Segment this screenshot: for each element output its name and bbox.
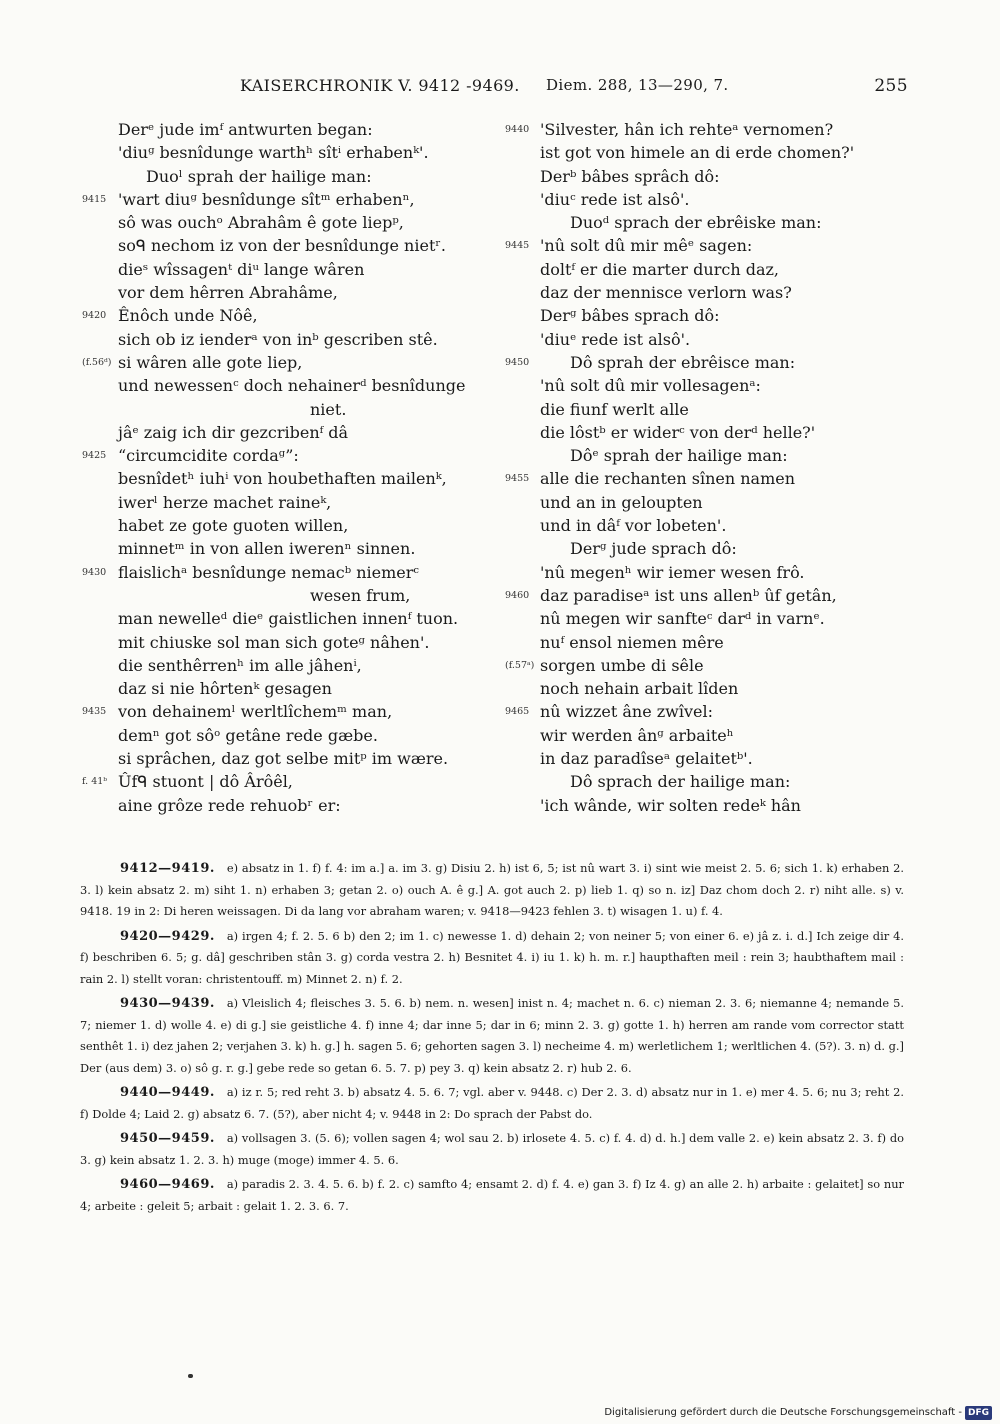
verse-text: Derᵍ jude sprach dô: [570,539,737,559]
verse-line [72,421,492,444]
verse-text: ist got von himele an di erde chomen?' [540,143,855,163]
verse-line [505,677,905,700]
verse-line [72,258,492,281]
header-reference: Diem. 288, 13—290, 7. [546,76,729,94]
verse-column-left [72,118,492,817]
header-title: KAISERCHRONIK V. 9412 -9469. [240,76,520,95]
verse-line [72,747,492,770]
verse-text: Dôᵉ sprah der hailige man: [570,446,788,466]
running-header [240,76,908,100]
apparatus-note [80,993,904,1079]
line-number: (f.56ᵈ) [82,356,112,368]
note-range: 9460—9469. [120,1177,215,1192]
verse-line [505,561,905,584]
verse-line [72,537,492,560]
verse-line [505,770,905,793]
verse-text: Ûfᑫ stuont | dô Ârôêl, [118,772,293,792]
verse-line [505,491,905,514]
verse-text: 'wart diuᵍ besnîdunge sîtᵐ erhabenⁿ, [118,189,415,209]
verse-line [72,211,492,234]
note-text: a) irgen 4; f. 2. 5. 6 b) den 2; im 1. c) newesse 1. d) dehain 2; von neiner 5; von einer 6. e) jâ z. i. d.] Ich zeige dir 4. f) beschriben 6. 5; g. dâ] geschriben stân 3. g) corda vestra 2. h) Besnitet 4. i) iu 1. k) h. m. r.] haupthaften meil : rein 3; haubthaftem mail : rain 2. l) stellt voran: christentouff. m) Minnet 2. n) f. 2. [80,928,904,986]
verse-line [72,631,492,654]
line-number: 9460 [505,589,530,601]
verse-text: die lôstᵇ er widerᶜ von derᵈ helle?' [540,422,816,442]
verse-line [72,514,492,537]
verse-line [72,234,492,257]
verse-line [505,700,905,723]
verse-text: wir werden ânᵍ arbaiteʰ [540,725,734,745]
verse-text: daz si nie hôrtenᵏ gesagen [118,679,332,699]
verse-line [72,351,492,374]
verse-text: niet. [310,399,347,419]
verse-line [72,444,492,467]
verse-line [72,607,492,630]
verse-line [72,700,492,723]
verse-line [72,561,492,584]
verse-text: alle die rechanten sînen namen [540,469,796,489]
apparatus-note [80,1128,904,1171]
verse-text: in daz paradîseᵃ gelaitetᵇ'. [540,749,753,769]
verse-text: Ênôch unde Nôê, [118,306,258,326]
verse-text: nû megen wir sanfteᶜ darᵈ in varnᵉ. [540,609,825,629]
verse-line [505,794,905,817]
verse-text: Derᵍ bâbes sprach dô: [540,306,720,326]
apparatus-note [80,1174,904,1217]
verse-line [505,631,905,654]
apparatus-note [80,926,904,991]
note-range: 9420—9429. [120,928,215,944]
verse-line [505,351,905,374]
verse-line [505,141,905,164]
line-number: f. 41ᵇ [82,776,108,788]
note-range: 9430—9439. [120,996,215,1011]
verse-text: nû wizzet âne zwîvel: [540,702,714,722]
line-number: 9425 [82,450,107,462]
verse-text: und newessenᶜ doch nehainerᵈ besnîdunge [118,376,466,396]
verse-text: man newelleᵈ dieᵉ gaistlichen innenᶠ tuon. [118,609,459,629]
verse-line [72,491,492,514]
verse-line [505,234,905,257]
line-number: 9440 [505,124,530,135]
verse-text: sich ob iz ienderᵃ von inᵇ gescriben stê. [118,329,438,349]
verse-line [505,584,905,607]
verse-text: vor dem hêrren Abrahâme, [118,283,338,303]
note-text: a) Vleislich 4; fleisches 3. 5. 6. b) nem. n. wesen] inist n. 4; machet n. 6. c) nieman 2. 3. 6; niemanne 4; nemande 5. 7; niemer 1. d) wolle 4. e) di g.] sie geistliche 4. f) inne 4; dar inne 5; dar in 6; minn 2. 3. g) gotte 1. h) herren am rande vom corrector statt senthêt 1. i) dez jahen 2; verjahen 3. k) h. g.] h. sagen 5. 6; gehorten sagen 3. l) necheime 4. m) werletlichem 1; werltlichen 4. (5?). 3. n) d. g.] Der (aus dem) 3. o) sô g. r. g.] gebe rede so getan 6. 5. 7. p) pey 3. q) kein absatz 2. r) hub 2. 6. [80,996,904,1075]
verse-line [72,188,492,211]
verse-text: minnetᵐ in von allen iwerenⁿ sinnen. [118,539,416,559]
verse-column-right [505,118,905,817]
verse-text: Dô sprach der hailige man: [570,772,791,792]
verse-line [505,118,905,141]
verse-text: sô was ouchᵒ Abrahâm ê gote liepᵖ, [118,213,404,233]
verse-line [72,677,492,700]
verse-line [72,374,492,397]
verse-text: wesen frum, [310,585,411,605]
verse-text: 'diuᵉ rede ist alsô'. [540,329,691,349]
verse-text: Derᵉ jude imᶠ antwurten began: [118,120,373,139]
line-number: 9465 [505,706,530,718]
verse-text: 'Silvester, hân ich rehteᵃ vernomen? [540,120,834,139]
verse-text: si sprâchen, daz got selbe mitᵖ im wære. [118,749,449,769]
verse-line [505,537,905,560]
verse-line [505,328,905,351]
verse-text: 'diuᶜ rede ist alsô'. [540,189,690,209]
verse-line [72,724,492,747]
verse-line [72,165,492,188]
verse-line [72,304,492,327]
verse-text: noch nehain arbait lîden [540,679,739,699]
verse-text: Duoᵈ sprach der ebrêiske man: [570,213,822,233]
ink-speck [188,1374,193,1378]
verse-text: besnîdetʰ iuhⁱ von houbethaften mailenᵏ, [118,469,447,489]
line-number: 9445 [505,240,530,252]
verse-line [505,258,905,281]
verse-text: und an in geloupten [540,492,703,512]
verse-line [72,398,492,421]
verse-line [505,724,905,747]
note-text: e) absatz in 1. f) f. 4: im a.] a. im 3. g) Disiu 2. h) ist 6, 5; ist nû wart 3. i) sint wie meist 2. 5. 6; sich 1. k) erhaben 2. 3. l) kein absatz 2. m) siht 1. n) erhaben 3; getan 2. o) ouch A. ê g.] A. got auch 2. p) lieb 1. q) so n. iz] Daz chom doch 2. r) niht alle. s) v. 9418. 19 in 2: Di heren weissagen. Di da lang vor abraham waren; v. 9418—9423 fehlen 3. t) wisagen 1. u) f. 4. [80,861,904,918]
verse-text: iwerˡ herze machet raineᵏ, [118,492,332,512]
verse-line [505,514,905,537]
critical-apparatus [80,858,904,1220]
page-number: 255 [874,76,908,96]
verse-line [72,770,492,793]
note-range: 9450—9459. [120,1131,215,1146]
verse-line [505,188,905,211]
verse-text: flaislichᵃ besnîdunge nemacᵇ niemerᶜ [118,562,419,582]
line-number: 9430 [82,566,107,578]
verse-text: sorgen umbe di sêle [540,655,704,675]
line-number: (f.57ᵃ) [505,659,535,671]
line-number: 9450 [505,356,530,368]
verse-text: 'nû solt dû mir mêᵉ sagen: [540,236,753,256]
verse-line [505,607,905,630]
line-number: 9435 [82,706,107,718]
verse-text: von dehainemˡ werltlîchemᵐ man, [118,702,393,722]
footer-text: Digitalisierung gefördert durch die Deutsche Forschungsgemeinschaft - [604,1407,962,1418]
verse-text: die senthêrrenʰ im alle jâhenⁱ, [118,655,362,675]
note-text: a) vollsagen 3. (5. 6); vollen sagen 4; wol sau 2. b) irlosete 4. 5. c) f. 4. d) d. h.] dem valle 2. e) kein absatz 2. 3. f) do 3. g) kein absatz 1. 2. 3. h) muge (moge) immer 4. 5. 6. [80,1131,904,1167]
verse-line [72,794,492,817]
verse-text: Derᵇ bâbes sprâch dô: [540,166,720,186]
verse-line [505,747,905,770]
verse-text: demⁿ got sôᵒ getâne rede gæbe. [118,725,378,745]
verse-text: nuᶠ ensol niemen mêre [540,632,724,652]
verse-line [505,211,905,234]
note-range: 9412—9419. [120,861,215,876]
verse-text: 'nû solt dû mir vollesagenᵃ: [540,376,761,396]
verse-text: soᑫ nechom iz von der besnîdunge nietʳ. [118,236,447,256]
verse-text: 'ich wânde, wir solten redeᵏ hân [540,795,801,815]
verse-line [505,421,905,444]
verse-text: 'nû megenʰ wir iemer wesen frô. [540,562,805,582]
note-range: 9440—9449. [120,1085,215,1100]
verse-line [505,654,905,677]
apparatus-note [80,858,904,923]
line-number: 9455 [505,473,530,485]
verse-line [505,398,905,421]
verse-line [505,304,905,327]
verse-text: die fiunf werlt alle [540,399,689,419]
line-number: 9415 [82,193,107,205]
line-number: 9420 [82,310,107,322]
verse-text: aine grôze rede rehuobʳ er: [118,795,341,815]
verse-line [72,118,492,141]
verse-line [505,281,905,304]
verse-text: und in dâᶠ vor lobeten'. [540,516,727,536]
verse-text: daz paradiseᵃ ist uns allenᵇ ûf getân, [540,585,837,605]
digitization-footer [604,1406,992,1420]
verse-line [72,281,492,304]
dfg-logo: DFG [965,1406,992,1420]
verse-text: daz der mennisce verlorn was? [540,283,792,303]
verse-text: dieˢ wîssagenᵗ diᵘ lange wâren [118,259,365,279]
verse-line [505,444,905,467]
verse-line [505,165,905,188]
note-text: a) iz r. 5; red reht 3. b) absatz 4. 5. 6. 7; vgl. aber v. 9448. c) Der 2. 3. d) absatz nur in 1. e) mer 4. 5. 6; nu 3; reht 2. f) Dolde 4; Laid 2. g) absatz 6. 7. (5?), aber nicht 4; v. 9448 in 2: Do sprach der Pabst do. [80,1085,904,1121]
note-text: a) paradis 2. 3. 4. 5. 6. b) f. 2. c) samfto 4; ensamt 2. d) f. 4. e) gan 3. f) Iz 4. g) an alle 2. h) arbaite : gelaitet] so nur 4; arbeite : geleit 5; arbait : gelait 1. 2. 3. 6. 7. [80,1177,904,1213]
verse-text: Dô sprah der ebrêisce man: [570,352,796,372]
verse-line [505,374,905,397]
verse-text: “circumcidite cordaᵍ”: [118,446,299,466]
verse-text: Duoˡ sprah der hailige man: [146,166,372,186]
verse-line [72,328,492,351]
verse-line [505,467,905,490]
verse-text: habet ze gote guoten willen, [118,516,349,536]
verse-text: si wâren alle gote liep, [118,352,303,372]
verse-text: doltᶠ er die marter durch daz, [540,259,780,279]
apparatus-note [80,1082,904,1125]
verse-line [72,654,492,677]
verse-line [72,141,492,164]
verse-line [72,584,492,607]
verse-text: mit chiuske sol man sich goteᵍ nâhen'. [118,632,430,652]
verse-line [72,467,492,490]
verse-text: jâᵉ zaig ich dir gezcribenᶠ dâ [118,422,349,442]
verse-text: 'diuᵍ besnîdunge warthʰ sîtⁱ erhabenᵏ'. [118,143,429,163]
